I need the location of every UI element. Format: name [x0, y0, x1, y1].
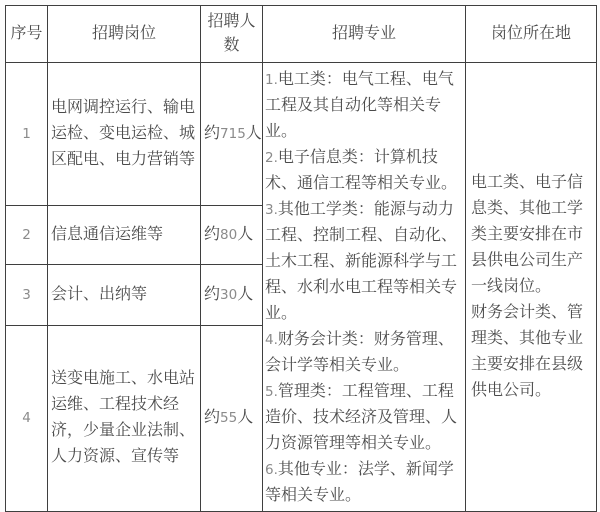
headcount-prefix: 约: [204, 124, 221, 142]
headcount-cell: [201, 264, 263, 325]
major-item-number: 6.: [265, 462, 278, 478]
headcount-number: 55: [220, 410, 238, 427]
major-item: [265, 67, 464, 145]
major-item-number: 1.: [265, 72, 278, 88]
seq-no-cell: [6, 205, 48, 264]
major-item: [265, 457, 464, 509]
position-cell: 会计、出纳等: [48, 264, 201, 325]
header-row: [6, 6, 597, 63]
seq-no: 2: [22, 226, 31, 243]
headcount-suffix: 人: [245, 124, 262, 142]
majors-cell: [263, 63, 466, 512]
headcount-suffix: 人: [237, 225, 254, 243]
headcount-prefix: 约: [204, 409, 221, 427]
position-cell: 信息通信运维等: [48, 205, 201, 264]
headcount-cell: [201, 63, 263, 206]
headcount-prefix: 约: [204, 225, 221, 243]
headcount-cell: [201, 205, 263, 264]
header-headcount: 招聘人数: [201, 6, 263, 63]
major-item: [265, 327, 464, 379]
headcount-suffix: 人: [237, 285, 254, 303]
table-row-1: [6, 63, 597, 206]
major-item-text: 其他专业：法学、新闻学等相关专业。: [265, 461, 454, 504]
headcount-prefix: 约: [204, 285, 221, 303]
headcount-suffix: 人: [237, 409, 254, 427]
location-paragraph: 电工类、电子信息类、其他工学类主要安排在市县供电公司生产一线岗位。: [471, 174, 584, 295]
major-item-number: 5.: [265, 384, 278, 400]
major-item-text: 电子信息类：计算机技术、通信工程等相关专业。: [265, 149, 458, 192]
major-item-text: 管理类：工程管理、工程造价、技术经济及管理、人力资源管理等相关专业。: [265, 383, 458, 452]
seq-no-cell: [6, 325, 48, 511]
headcount-cell: [201, 325, 263, 511]
position-cell: 送变电施工、水电站运维、工程技术经济，少量企业法制、人力资源、宣传等: [48, 325, 201, 511]
major-item-number: 3.: [265, 202, 278, 218]
header-location: 岗位所在地: [466, 6, 597, 63]
headcount-number: 30: [220, 286, 238, 303]
major-item: [265, 145, 464, 197]
seq-no: 4: [22, 410, 31, 427]
recruitment-table: [5, 5, 597, 512]
major-item-text: 其他工学类：能源与动力工程、控制工程、自动化、土木工程、新能源科学与工程、水利水电工程等相关专业。: [265, 201, 458, 322]
seq-no-cell: [6, 63, 48, 206]
major-item-number: 2.: [265, 150, 278, 166]
major-item: [265, 197, 464, 327]
location-paragraph: 财务会计类、管理类、其他专业主要安排在县级供电公司。: [471, 304, 584, 399]
seq-no-cell: [6, 264, 48, 325]
major-item-text: 电工类：电气工程、电气工程及其自动化等相关专业。: [265, 71, 454, 140]
position-cell: 电网调控运行、输电运检、变电运检、城区配电、电力营销等: [48, 63, 201, 206]
major-item: [265, 379, 464, 457]
seq-no: 3: [22, 286, 31, 303]
seq-no: 1: [22, 125, 31, 142]
major-item-text: 财务会计类：财务管理、会计学等相关专业。: [265, 331, 454, 374]
headcount-number: 80: [220, 226, 238, 243]
headcount-number: 715: [220, 125, 246, 142]
header-position: 招聘岗位: [48, 6, 201, 63]
major-item-number: 4.: [265, 332, 278, 348]
header-major: 招聘专业: [263, 6, 466, 63]
header-seq-no: 序号: [6, 6, 48, 63]
location-cell: [466, 63, 597, 512]
